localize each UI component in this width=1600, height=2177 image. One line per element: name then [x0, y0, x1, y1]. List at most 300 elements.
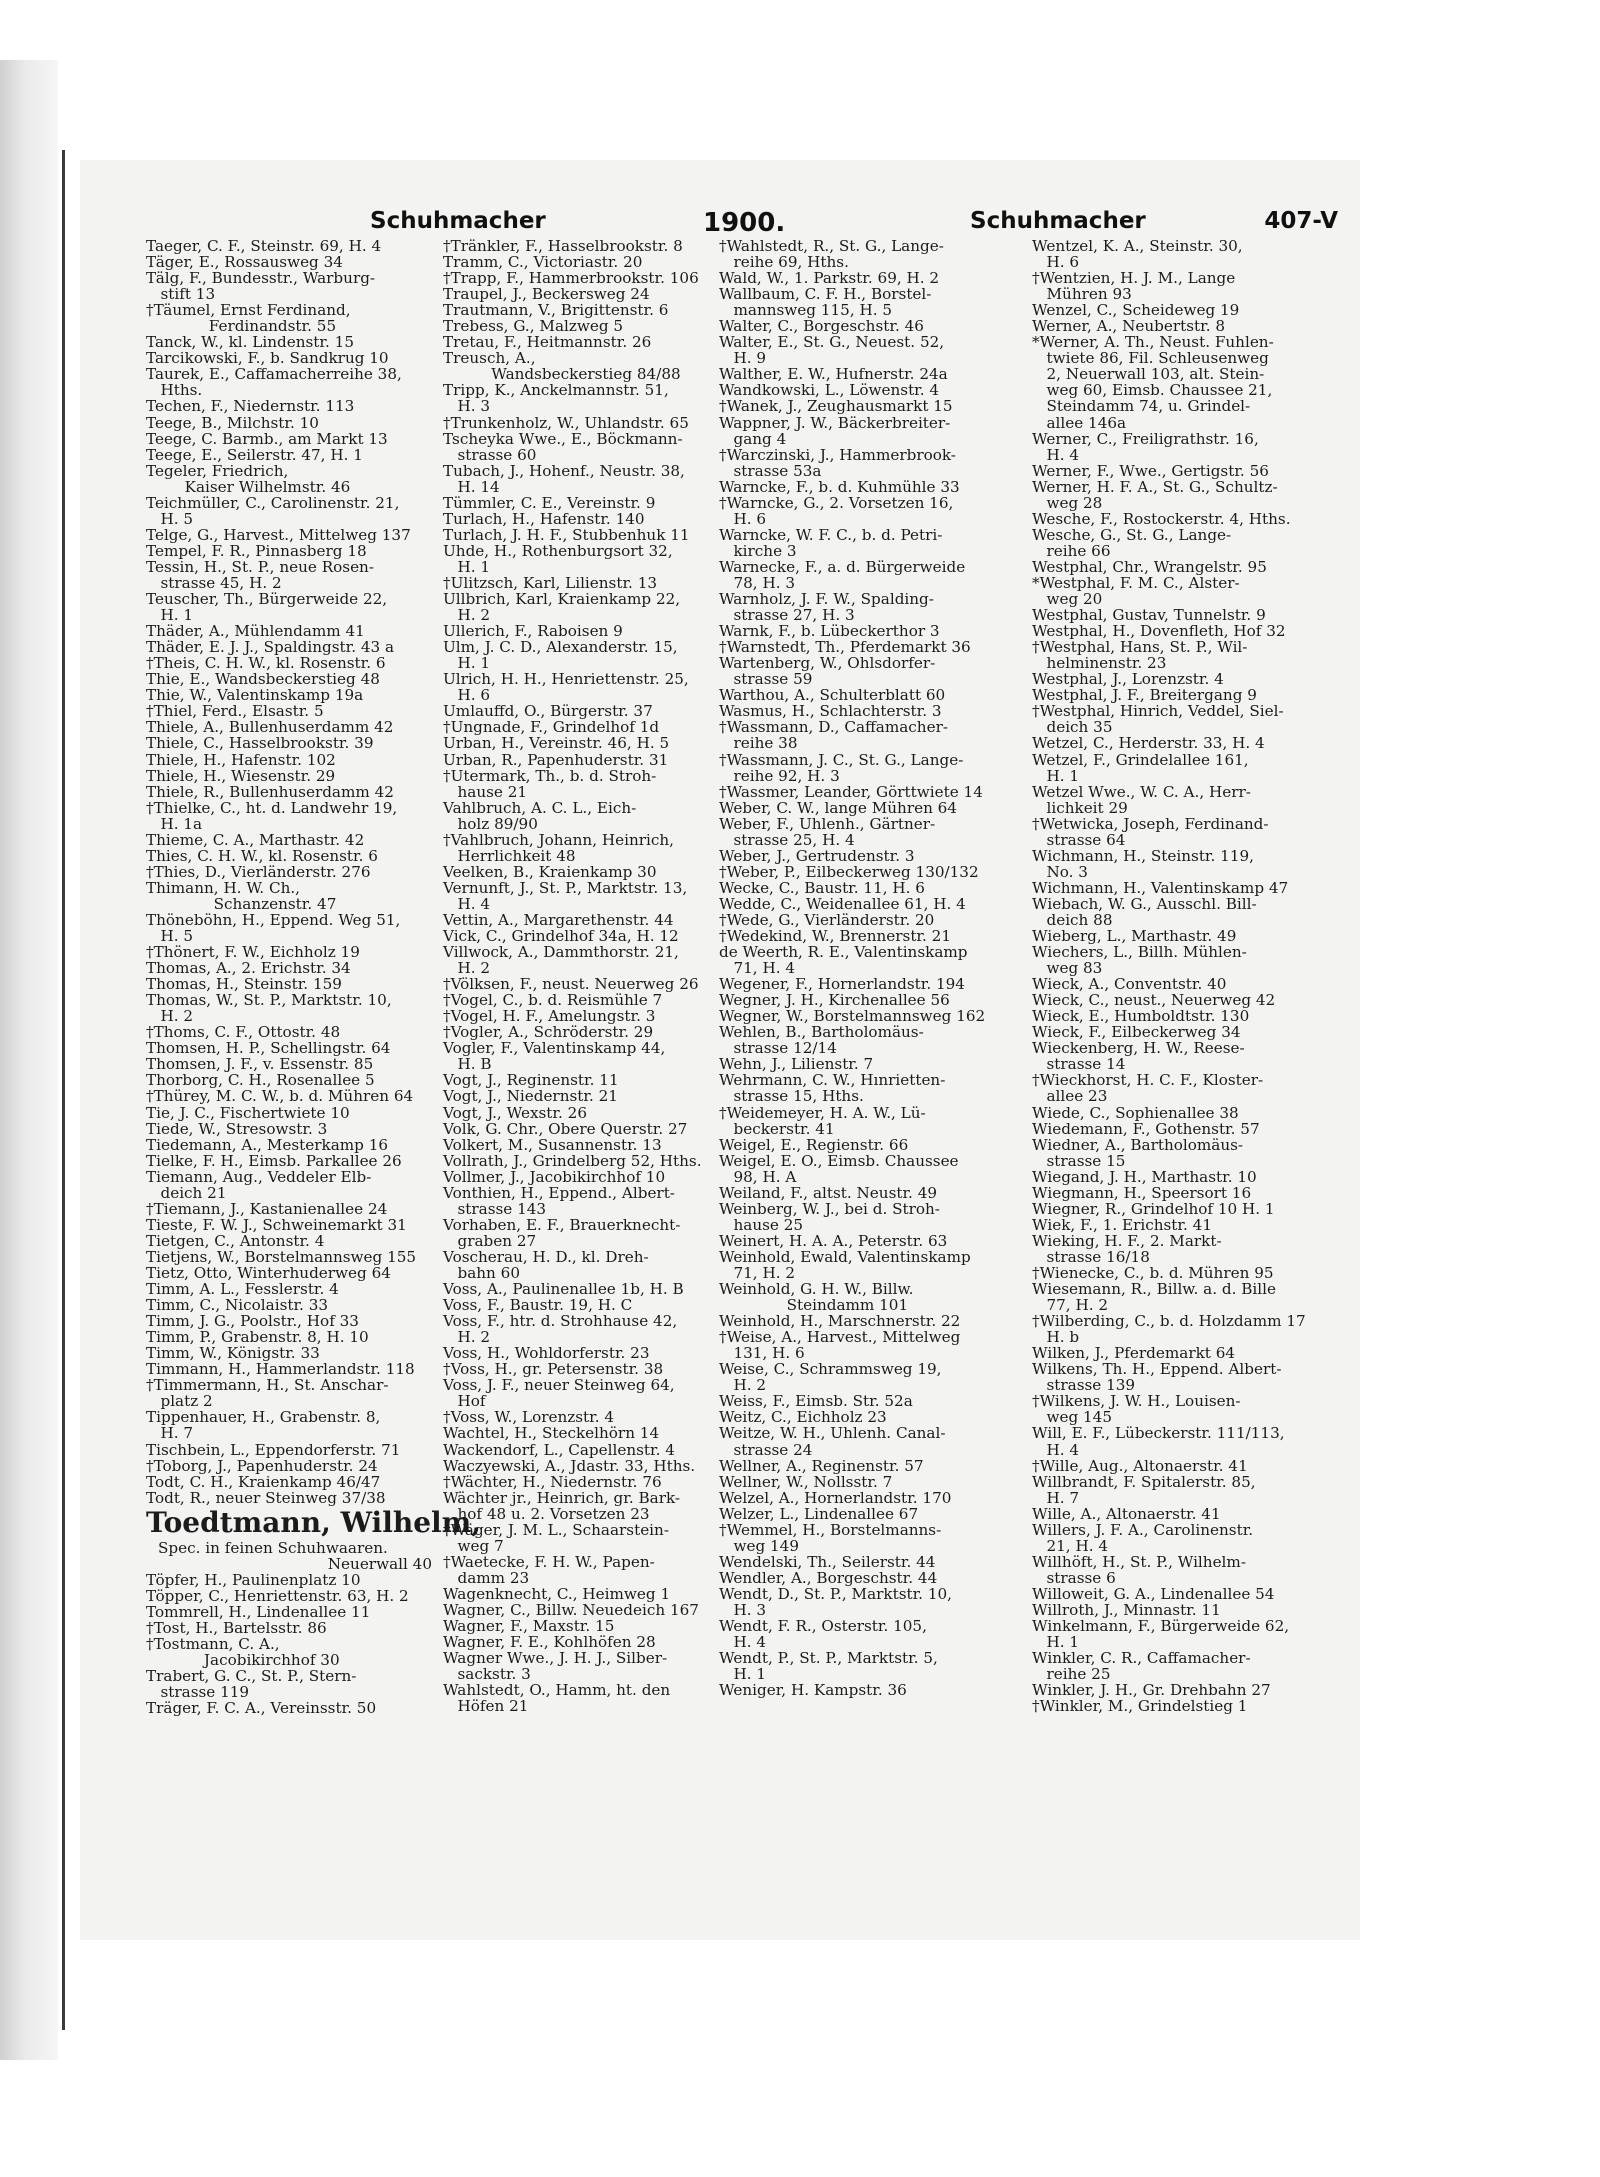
directory-entry-line: Wecke, C., Baustr. 11, H. 6: [719, 878, 925, 897]
directory-entry-line: †Thielke, C., ht. d. Landwehr 19,: [146, 798, 398, 817]
directory-entry-line: Teege, C. Barmb., am Markt 13: [146, 429, 388, 448]
directory-entry-line: Wendt, D., St. P., Marktstr. 10,: [719, 1584, 952, 1603]
directory-entry-line: †Wentzien, H. J. M., Lange: [1032, 269, 1236, 288]
directory-entry-line: strasse 16/18: [1032, 1247, 1150, 1266]
directory-entry-line: strasse 59: [719, 670, 813, 689]
directory-entry-line: damm 23: [443, 1568, 530, 1587]
directory-entry-line: Vernunft, J., St. P., Marktstr. 13,: [443, 878, 688, 897]
header-right-title: Schuhmacher: [970, 208, 1146, 234]
directory-entry-line: †Warnstedt, Th., Pferdemarkt 36: [719, 638, 971, 657]
directory-entry-line: reihe 92, H. 3: [719, 766, 840, 785]
directory-entry-line: No. 3: [1032, 862, 1088, 881]
directory-entry-line: Walter, E., St. G., Neuest. 52,: [719, 333, 945, 352]
directory-entry-line: Villwock, A., Dammthorstr. 21,: [443, 943, 679, 962]
directory-entry-line: Wentzel, K. A., Steinstr. 30,: [1032, 237, 1243, 255]
directory-entry-line: Wendler, A., Borgeschstr. 44: [719, 1568, 938, 1587]
directory-entry-line: Trabert, G. C., St. P., Stern-: [146, 1667, 357, 1686]
directory-entry-line: Wetzel, F., Grindelallee 161,: [1032, 750, 1249, 769]
directory-entry-line: hause 25: [719, 1215, 804, 1234]
directory-entry-line: H. 5: [146, 927, 194, 946]
directory-entry-line: Warncke, F., b. d. Kuhmühle 33: [719, 477, 960, 496]
directory-entry-line: Walter, C., Borgeschstr. 46: [719, 317, 924, 336]
directory-entry-line: Willroth, J., Minnastr. 11: [1032, 1600, 1221, 1619]
directory-entry-line: Thie, W., Valentinskamp 19a: [146, 686, 364, 705]
directory-entry-line: Thorborg, C. H., Rosenallee 5: [146, 1071, 375, 1090]
directory-entry-line: Täger, E., Rossausweg 34: [146, 253, 343, 272]
directory-entry-line: Wesche, F., Rostockerstr. 4, Hths.: [1032, 509, 1291, 528]
directory-entry-line: Weber, C. W., lange Mühren 64: [719, 798, 958, 817]
directory-entry-line: †Tostmann, C. A.,: [146, 1634, 280, 1653]
directory-entry-line: Wegner, W., Borstelmannsweg 162: [719, 1007, 986, 1026]
directory-entry-line: Volk, G. Chr., Obere Querstr. 27: [443, 1119, 688, 1138]
running-header: [120, 208, 1338, 238]
directory-entry-line: weg 60, Eimsb. Chaussee 21,: [1032, 381, 1273, 400]
directory-entry-line: Ulrich, H. H., Henriettenstr. 25,: [443, 670, 689, 689]
directory-entry-line: Wedde, C., Weidenallee 61, H. 4: [719, 894, 966, 913]
directory-entry-line: Weitz, C., Eichholz 23: [719, 1408, 887, 1427]
directory-entry-line: strasse 6: [1032, 1568, 1116, 1587]
directory-entry-line: H. 6: [443, 686, 491, 705]
directory-entry-line: stift 13: [146, 285, 216, 304]
directory-entry-line: Thies, C. H. W., kl. Rosenstr. 6: [146, 846, 378, 865]
directory-entry-line: H. 2: [443, 959, 491, 978]
directory-entry-line: Weniger, H. Kampstr. 36: [719, 1681, 907, 1700]
directory-entry-line: 131, H. 6: [719, 1344, 805, 1363]
directory-entry-line: Wald, W., 1. Parkstr. 69, H. 2: [719, 269, 940, 288]
directory-entry-line: Thiele, H., Wiesenstr. 29: [146, 766, 336, 785]
directory-entry-line: †Vogel, H. F., Amelungstr. 3: [443, 1007, 656, 1026]
directory-entry-line: Uhde, H., Rothenburgsort 32,: [443, 541, 673, 560]
directory-entry-line: Welzel, A., Hornerlandstr. 170: [719, 1488, 952, 1507]
directory-entry-line: allee 146a: [1032, 413, 1127, 432]
directory-entry-line: Wilken, J., Pferdemarkt 64: [1032, 1344, 1236, 1363]
directory-entry-line: Wieck, C., neust., Neuerweg 42: [1032, 991, 1276, 1010]
directory-entry-line: Timm, J. G., Poolstr., Hof 33: [146, 1312, 359, 1331]
directory-entry-line: Tietgen, C., Antonstr. 4: [146, 1231, 325, 1250]
directory-entry-line: Hths.: [146, 381, 203, 400]
directory-entry-line: †Utermark, Th., b. d. Stroh-: [443, 766, 657, 785]
directory-entry-line: H. 1: [146, 606, 194, 625]
directory-entry-line: Wiechers, L., Billh. Mühlen-: [1032, 943, 1247, 962]
directory-entry-line: deich 35: [1032, 718, 1113, 737]
directory-entry-line: Tie, J. C., Fischertwiete 10: [146, 1103, 350, 1122]
directory-entry-line: Werner, C., Freiligrathstr. 16,: [1032, 429, 1259, 448]
directory-entry-line: †Thönert, F. W., Eichholz 19: [146, 943, 360, 962]
directory-entry-line: Wesche, G., St. G., Lange-: [1032, 525, 1232, 544]
directory-entry-line: Weinhold, Ewald, Valentinskamp: [719, 1247, 971, 1266]
directory-entry-line: †Winkler, M., Grindelstieg 1: [1032, 1697, 1248, 1716]
directory-entry-line: †Trapp, F., Hammerbrookstr. 106: [443, 269, 699, 288]
directory-entry-line: H. b: [1032, 1328, 1080, 1347]
directory-entry-line: Trebess, G., Malzweg 5: [443, 317, 624, 336]
directory-entry-line: bahn 60: [443, 1264, 520, 1282]
directory-entry-line: weg 83: [1032, 959, 1103, 978]
directory-entry-line: †Thürey, M. C. W., b. d. Mühren 64: [146, 1087, 414, 1106]
directory-entry-line: †Vogel, C., b. d. Reismühle 7: [443, 991, 663, 1010]
directory-entry-line: de Weerth, R. E., Valentinskamp: [719, 943, 968, 962]
directory-entry-line: Wackendorf, L., Capellenstr. 4: [443, 1440, 675, 1459]
directory-entry-line: holz 89/90: [443, 814, 538, 833]
directory-entry-line: Wieberg, L., Marthastr. 49: [1032, 927, 1237, 946]
directory-entry-line: allee 23: [1032, 1087, 1108, 1106]
directory-entry-line: H. 4: [719, 1633, 767, 1652]
directory-entry-line: †Thiel, Ferd., Elsastr. 5: [146, 702, 324, 721]
directory-entry-line: H. 3: [719, 1600, 767, 1619]
directory-entry-line: Weiss, F., Eimsb. Str. 52a: [719, 1392, 913, 1411]
directory-entry-line: †Thoms, C. F., Ottostr. 48: [146, 1023, 341, 1042]
directory-entry-line: †Tost, H., Bartelsstr. 86: [146, 1618, 327, 1637]
directory-entry-line: †Völksen, F., neust. Neuerweg 26: [443, 975, 699, 994]
directory-entry-line: Voss, J. F., neuer Steinweg 64,: [443, 1376, 675, 1395]
directory-entry-line: Timm, C., Nicolaistr. 33: [146, 1296, 329, 1315]
directory-entry-line: 71, H. 2: [719, 1264, 796, 1282]
directory-entry-line: Tielke, F. H., Eimsb. Parkallee 26: [146, 1151, 402, 1170]
advertisement-specialty: Spec. in feinen Schuhwaaren.: [158, 1538, 388, 1557]
directory-entry-line: H. 4: [1032, 1440, 1080, 1459]
directory-entry-line: Westphal, Chr., Wrangelstr. 95: [1032, 557, 1267, 576]
directory-entry-line: Wiegand, J. H., Marthastr. 10: [1032, 1167, 1257, 1186]
directory-entry-line: †Thies, D., Vierländerstr. 276: [146, 862, 371, 881]
directory-entry-line: strasse 143: [443, 1199, 547, 1218]
directory-entry-line: Hof: [443, 1392, 486, 1411]
directory-entry-line: Willhöft, H., St. P., Wilhelm-: [1032, 1552, 1246, 1571]
directory-entry-line: Wandsbeckerstieg 84/88: [443, 365, 681, 384]
directory-entry-line: H. 2: [719, 1376, 767, 1395]
directory-entry-line: Tarcikowski, F., b. Sandkrug 10: [146, 349, 389, 368]
directory-entry-line: H. 1: [1032, 1633, 1080, 1652]
directory-entry-line: sackstr. 3: [443, 1665, 531, 1684]
directory-entry-line: Tessin, H., St. P., neue Rosen-: [146, 557, 374, 576]
directory-entry-line: strasse 27, H. 3: [719, 606, 855, 625]
directory-entry-line: twiete 86, Fil. Schleusenweg: [1032, 349, 1269, 368]
directory-entry-line: H. 5: [146, 509, 194, 528]
directory-entry-line: Willoweit, G. A., Lindenallee 54: [1032, 1584, 1275, 1603]
directory-entry-line: †Voss, H., gr. Petersenstr. 38: [443, 1360, 664, 1379]
directory-entry-line: Timm, A. L., Fesslerstr. 4: [146, 1280, 339, 1299]
directory-entry-line: 98, H. A: [719, 1167, 797, 1186]
directory-entry-line: Wiek, F., 1. Erichstr. 41: [1032, 1215, 1212, 1234]
directory-entry-line: Willbrandt, F. Spitalerstr. 85,: [1032, 1472, 1256, 1491]
directory-entry-line: Teege, E., Seilerstr. 47, H. 1: [146, 445, 363, 464]
directory-entry-line: †Toborg, J., Papenhuderstr. 24: [146, 1456, 378, 1475]
directory-entry-line: reihe 25: [1032, 1665, 1111, 1684]
directory-entry-line: H. 2: [146, 1007, 194, 1026]
directory-entry-line: Westphal, H., Dovenfleth, Hof 32: [1032, 622, 1286, 641]
directory-entry-line: †Wassmann, D., Caffamacher-: [719, 718, 948, 737]
directory-entry-line: weg 28: [1032, 493, 1103, 512]
page-edge-line: [62, 150, 65, 2030]
directory-entry-line: †Wienecke, C., b. d. Mühren 95: [1032, 1264, 1274, 1282]
directory-entry-line: Werner, F., Wwe., Gertigstr. 56: [1032, 461, 1269, 480]
directory-entry-line: †Tränkler, F., Hasselbrookstr. 8: [443, 237, 683, 255]
directory-entry-line: Wagner, F. E., Kohlhöfen 28: [443, 1633, 656, 1652]
directory-entry-line: Urban, H., Vereinstr. 46, H. 5: [443, 734, 670, 753]
directory-entry-line: Weitze, W. H., Uhlenh. Canal-: [719, 1424, 946, 1443]
directory-entry-line: Weiland, F., altst. Neustr. 49: [719, 1183, 938, 1202]
directory-entry-line: hof 48 u. 2. Vorsetzen 23: [443, 1504, 650, 1523]
directory-column-3: [719, 238, 1005, 1698]
directory-entry-line: Westphal, Gustav, Tunnelstr. 9: [1032, 606, 1266, 625]
directory-entry-line: Wagner, F., Maxstr. 15: [443, 1617, 615, 1636]
directory-entry-line: Vogler, F., Valentinskamp 44,: [443, 1039, 666, 1058]
directory-entry-line: Willers, J. F. A., Carolinenstr.: [1032, 1520, 1254, 1539]
directory-entry-line: †Waetecke, F. H. W., Papen-: [443, 1552, 655, 1571]
directory-entry-line: Warnecke, F., a. d. Bürgerweide: [719, 557, 966, 576]
directory-entry-line: strasse 15: [1032, 1151, 1126, 1170]
directory-entry-line: Vollrath, J., Grindelberg 52, Hths.: [443, 1151, 702, 1170]
directory-entry-line: deich 21: [146, 1183, 227, 1202]
directory-entry-line: Warnholz, J. F. W., Spalding-: [719, 590, 934, 609]
page-number: 407-V: [1264, 208, 1338, 234]
directory-entry-line: *Werner, A. Th., Neust. Fuhlen-: [1032, 333, 1274, 352]
directory-entry-line: weg 149: [719, 1536, 800, 1555]
directory-entry-line: Wappner, J. W., Bäckerbreiter-: [719, 413, 951, 432]
advertisement-name: Toedtmann, Wilhelm,: [146, 1505, 482, 1539]
directory-entry-line: Wachtel, H., Steckelhörn 14: [443, 1424, 660, 1443]
directory-entry-line: †Weber, P., Eilbeckerweg 130/132: [719, 862, 979, 881]
directory-entry-line: Weinert, H. A. A., Peterstr. 63: [719, 1231, 948, 1250]
directory-entry-line: Wagner Wwe., J. H. J., Silber-: [443, 1649, 668, 1668]
directory-entry-line: Thiele, H., Hafenstr. 102: [146, 750, 336, 769]
directory-entry-line: Teuscher, Th., Bürgerweide 22,: [146, 590, 388, 609]
directory-entry-line: †Wilkens, J. W. H., Louisen-: [1032, 1392, 1241, 1411]
advertisement-address: Neuerwall 40: [327, 1554, 432, 1573]
directory-entry-line: hause 21: [443, 782, 528, 801]
directory-entry-line: Wichmann, H., Steinstr. 119,: [1032, 846, 1254, 865]
directory-entry-line: Wetzel, C., Herderstr. 33, H. 4: [1032, 734, 1265, 753]
directory-entry-line: Teichmüller, C., Carolinenstr. 21,: [146, 493, 400, 512]
directory-entry-line: †Ungnade, F., Grindelhof 1d: [443, 718, 660, 737]
directory-entry-line: Wieking, H. F., 2. Markt-: [1032, 1231, 1222, 1250]
directory-entry-line: Höfen 21: [443, 1697, 529, 1716]
directory-entry-line: H. B: [443, 1055, 492, 1074]
directory-entry-line: Wilkens, Th. H., Eppend. Albert-: [1032, 1360, 1282, 1379]
directory-entry-line: Kaiser Wilhelmstr. 46: [146, 477, 351, 496]
directory-entry-line: 71, H. 4: [719, 959, 796, 978]
directory-entry-line: H. 1: [719, 1665, 767, 1684]
directory-entry-line: weg 20: [1032, 590, 1103, 609]
directory-entry-line: Töpper, C., Henriettenstr. 63, H. 2: [146, 1586, 409, 1605]
directory-entry-line: Wasmus, H., Schlachterstr. 3: [719, 702, 942, 721]
directory-entry-line: Waczyewski, A., Jdastr. 33, Hths.: [443, 1456, 696, 1475]
directory-entry-line: H. 6: [1032, 253, 1080, 272]
directory-entry-line: H. 6: [719, 509, 767, 528]
directory-entry-line: Thomas, A., 2. Erichstr. 34: [146, 959, 351, 978]
directory-entry-line: Wendt, F. R., Osterstr. 105,: [719, 1617, 927, 1636]
directory-entry-line: †Warncke, G., 2. Vorsetzen 16,: [719, 493, 954, 512]
directory-entry-line: Wegner, J. H., Kirchenallee 56: [719, 991, 950, 1010]
directory-entry-line: †Weise, A., Harvest., Mittelweg: [719, 1328, 961, 1347]
directory-entry-line: Wiedner, A., Bartholomäus-: [1032, 1135, 1244, 1154]
directory-entry-line: Töpfer, H., Paulinenplatz 10: [146, 1570, 361, 1589]
directory-entry-line: Voscherau, H. D., kl. Dreh-: [443, 1247, 649, 1266]
directory-entry-line: strasse 45, H. 2: [146, 573, 282, 592]
directory-entry-line: Träger, F. C. A., Vereinsstr. 50: [146, 1699, 377, 1718]
directory-entry-line: Weigel, E., Regienstr. 66: [719, 1135, 909, 1154]
directory-entry-line: Wellner, A., Reginenstr. 57: [719, 1456, 924, 1475]
directory-entry-line: Weinhold, G. H. W., Billw.: [719, 1280, 914, 1299]
directory-entry-line: Tiedemann, A., Mesterkamp 16: [146, 1135, 389, 1154]
directory-entry-line: Vettin, A., Margarethenstr. 44: [443, 910, 674, 929]
directory-entry-line: Ulm, J. C. D., Alexanderstr. 15,: [443, 638, 678, 657]
directory-column-2: [443, 238, 729, 1714]
directory-entry-line: H. 4: [1032, 445, 1080, 464]
directory-entry-line: strasse 15, Hths.: [719, 1087, 864, 1106]
directory-entry-line: †Wanek, J., Zeughausmarkt 15: [719, 397, 953, 416]
directory-entry-line: Thomsen, J. F., v. Essenstr. 85: [146, 1055, 374, 1074]
directory-entry-line: reihe 69, Hths.: [719, 253, 849, 272]
directory-entry-line: Wahlstedt, O., Hamm, ht. den: [443, 1681, 671, 1700]
directory-entry-line: H. 1a: [146, 814, 203, 833]
directory-entry-line: H. 1: [443, 654, 491, 673]
directory-entry-line: Thiele, C., Hasselbrookstr. 39: [146, 734, 374, 753]
header-left-title: Schuhmacher: [370, 208, 546, 234]
directory-entry-line: Jacobikirchhof 30: [146, 1651, 340, 1670]
directory-entry-line: deich 88: [1032, 910, 1113, 929]
directory-entry-line: †Wassmer, Leander, Görttwiete 14: [719, 782, 983, 801]
directory-entry-line: †Westphal, Hans, St. P., Wil-: [1032, 638, 1248, 657]
directory-entry-line: Tegeler, Friedrich,: [146, 461, 289, 480]
directory-entry-line: Voss, H., Wohldorferstr. 23: [443, 1344, 650, 1363]
directory-entry-line: †Theis, C. H. W., kl. Rosenstr. 6: [146, 654, 386, 673]
directory-entry-line: Will, E. F., Lübeckerstr. 111/113,: [1032, 1424, 1285, 1443]
directory-entry-line: Weber, J., Gertrudenstr. 3: [719, 846, 915, 865]
directory-entry-line: graben 27: [443, 1231, 537, 1250]
directory-entry-line: Volkert, M., Susannenstr. 13: [443, 1135, 662, 1154]
directory-entry-line: 2, Neuerwall 103, alt. Stein-: [1032, 365, 1265, 384]
directory-entry-line: Wiegner, R., Grindelhof 10 H. 1: [1032, 1199, 1275, 1218]
directory-entry-line: Voss, A., Paulinenallee 1b, H. B: [443, 1280, 684, 1299]
directory-entry-line: Tieste, F. W. J., Schweinemarkt 31: [146, 1215, 407, 1234]
directory-entry-line: H. 7: [146, 1424, 194, 1443]
directory-entry-line: Westphal, J. F., Breitergang 9: [1032, 686, 1257, 705]
directory-entry-line: strasse 139: [1032, 1376, 1136, 1395]
directory-entry-line: †Wassmann, J. C., St. G., Lange-: [719, 750, 964, 769]
directory-entry-line: strasse 25, H. 4: [719, 830, 855, 849]
directory-entry-line: Thimann, H. W. Ch.,: [146, 878, 301, 897]
directory-entry-line: Weinhold, H., Marschnerstr. 22: [719, 1312, 961, 1331]
directory-entry-line: 77, H. 2: [1032, 1296, 1109, 1315]
directory-entry-line: Trautmann, V., Brigittenstr. 6: [443, 301, 669, 320]
directory-entry-line: †Wille, Aug., Altonaerstr. 41: [1032, 1456, 1248, 1475]
directory-entry-line: H. 2: [443, 1328, 491, 1347]
directory-entry-line: Wieckenberg, H. W., Reese-: [1032, 1039, 1245, 1058]
directory-entry-line: Wenzel, C., Scheideweg 19: [1032, 301, 1240, 320]
directory-entry-line: Vorhaben, E. F., Brauerknecht-: [443, 1215, 681, 1234]
directory-entry-line: 78, H. 3: [719, 573, 796, 592]
directory-entry-line: Wiebach, W. G., Ausschl. Bill-: [1032, 894, 1257, 913]
directory-entry-line: Todt, R., neuer Steinweg 37/38: [146, 1488, 386, 1507]
directory-entry-line: Tälg, F., Bundesstr., Warburg-: [146, 269, 376, 288]
directory-entry-line: Vonthien, H., Eppend., Albert-: [443, 1183, 675, 1202]
directory-entry-line: †Weidemeyer, H. A. W., Lü-: [719, 1103, 926, 1122]
directory-entry-line: Vollmer, J., Jacobikirchhof 10: [443, 1167, 666, 1186]
directory-entry-line: †Tiemann, J., Kastanienallee 24: [146, 1199, 388, 1218]
directory-entry-line: †Timmermann, H., St. Anschar-: [146, 1376, 389, 1395]
directory-entry-line: †Warczinski, J., Hammerbrook-: [719, 445, 956, 464]
directory-entry-line: Thomas, H., Steinstr. 159: [146, 975, 342, 994]
directory-entry-line: weg 7: [443, 1536, 504, 1555]
directory-entry-line: Wieck, F., Eilbeckerweg 34: [1032, 1023, 1241, 1042]
directory-entry-line: strasse 24: [719, 1440, 813, 1459]
directory-entry-line: Vick, C., Grindelhof 34a, H. 12: [443, 927, 679, 946]
directory-entry-line: Weigel, E. O., Eimsb. Chaussee: [719, 1151, 959, 1170]
directory-entry-line: Thieme, C. A., Marthastr. 42: [146, 830, 365, 849]
directory-entry-line: Vogt, J., Wexstr. 26: [443, 1103, 587, 1122]
directory-entry-line: Wellner, W., Nollsstr. 7: [719, 1472, 893, 1491]
directory-entry-line: H. 7: [1032, 1488, 1080, 1507]
directory-entry-line: †Wieckhorst, H. C. F., Kloster-: [1032, 1071, 1264, 1090]
directory-entry-line: Wartenberg, W., Ohlsdorfer-: [719, 654, 936, 673]
directory-entry-line: Ferdinandstr. 55: [146, 317, 337, 336]
directory-entry-line: Wille, A., Altonaerstr. 41: [1032, 1504, 1221, 1523]
directory-entry-line: Schanzenstr. 47: [146, 894, 337, 913]
directory-entry-line: lichkeit 29: [1032, 798, 1128, 817]
directory-column-4: [1032, 238, 1318, 1714]
directory-entry-line: *Westphal, F. M. C., Alster-: [1032, 573, 1240, 592]
directory-entry-line: reihe 66: [1032, 541, 1111, 560]
directory-entry-line: reihe 38: [719, 734, 798, 753]
directory-entry-line: Tscheyka Wwe., E., Böckmann-: [443, 429, 683, 448]
directory-entry-line: Wagner, C., Billw. Neuedeich 167: [443, 1600, 699, 1619]
directory-entry-line: H. 3: [443, 397, 491, 416]
directory-entry-line: Wendelski, Th., Seilerstr. 44: [719, 1552, 936, 1571]
directory-entry-line: Thöneböhn, H., Eppend. Weg 51,: [146, 910, 401, 929]
directory-entry-line: Taeger, C. F., Steinstr. 69, H. 4: [146, 237, 382, 255]
directory-entry-line: Thäder, E. J. J., Spaldingstr. 43 a: [146, 638, 395, 657]
directory-entry-line: Thie, E., Wandsbeckerstieg 48: [146, 670, 380, 689]
directory-entry-line: Veelken, B., Kraienkamp 30: [443, 862, 657, 881]
directory-entry-line: Winkler, C. R., Caffamacher-: [1032, 1649, 1251, 1668]
directory-entry-line: strasse 14: [1032, 1055, 1126, 1074]
directory-entry-line: Thäder, A., Mühlendamm 41: [146, 622, 365, 641]
directory-entry-line: Winkler, J. H., Gr. Drehbahn 27: [1032, 1681, 1271, 1700]
directory-entry-line: strasse 119: [146, 1683, 250, 1702]
directory-entry-line: Tanck, W., kl. Lindenstr. 15: [146, 333, 354, 352]
directory-entry-line: Werner, A., Neubertstr. 8: [1032, 317, 1226, 336]
directory-entry-line: Weise, C., Schrammsweg 19,: [719, 1360, 942, 1379]
directory-entry-line: Winkelmann, F., Bürgerweide 62,: [1032, 1617, 1290, 1636]
directory-entry-line: Mühren 93: [1032, 285, 1132, 304]
directory-entry-line: Ullbrich, Karl, Kraienkamp 22,: [443, 590, 681, 609]
directory-entry-line: Walther, E. W., Hufnerstr. 24a: [719, 365, 948, 384]
directory-entry-line: Wegener, F., Hornerlandstr. 194: [719, 975, 965, 994]
header-year: 1900.: [703, 208, 786, 238]
directory-entry-line: Wandkowski, L., Löwenstr. 4: [719, 381, 940, 400]
directory-entry-line: Thiele, R., Bullenhuserdamm 42: [146, 782, 394, 801]
directory-entry-line: Warncke, W. F. C., b. d. Petri-: [719, 525, 943, 544]
directory-entry-line: Timmann, H., Hammerlandstr. 118: [146, 1360, 415, 1379]
directory-entry-line: †Wetwicka, Joseph, Ferdinand-: [1032, 814, 1269, 833]
directory-entry-line: Teege, B., Milchstr. 10: [146, 413, 319, 432]
directory-entry-line: Traupel, J., Beckersweg 24: [443, 285, 650, 304]
directory-entry-line: Wieck, A., Conventstr. 40: [1032, 975, 1227, 994]
directory-entry-line: Tippenhauer, H., Grabenstr. 8,: [146, 1408, 381, 1427]
directory-entry-line: Thomas, W., St. P., Marktstr. 10,: [146, 991, 392, 1010]
directory-entry-line: Wallbaum, C. F. H., Borstel-: [719, 285, 932, 304]
directory-entry-line: Tiemann, Aug., Veddeler Elb-: [146, 1167, 372, 1186]
directory-entry-line: Tommrell, H., Lindenallee 11: [146, 1602, 371, 1621]
directory-entry-line: helminenstr. 23: [1032, 654, 1167, 673]
directory-entry-line: Warnk, F., b. Lübeckerthor 3: [719, 622, 940, 641]
directory-entry-line: H. 4: [443, 894, 491, 913]
directory-entry-line: †Wilberding, C., b. d. Holzdamm 17: [1032, 1312, 1306, 1331]
book-spine-shadow: [0, 60, 58, 2060]
directory-entry-line: Turlach, H., Hafenstr. 140: [443, 509, 645, 528]
directory-entry-line: Turlach, J. H. F., Stubbenhuk 11: [443, 525, 690, 544]
directory-entry-line: Warthou, A., Schulterblatt 60: [719, 686, 946, 705]
directory-entry-line: H. 14: [443, 477, 500, 496]
